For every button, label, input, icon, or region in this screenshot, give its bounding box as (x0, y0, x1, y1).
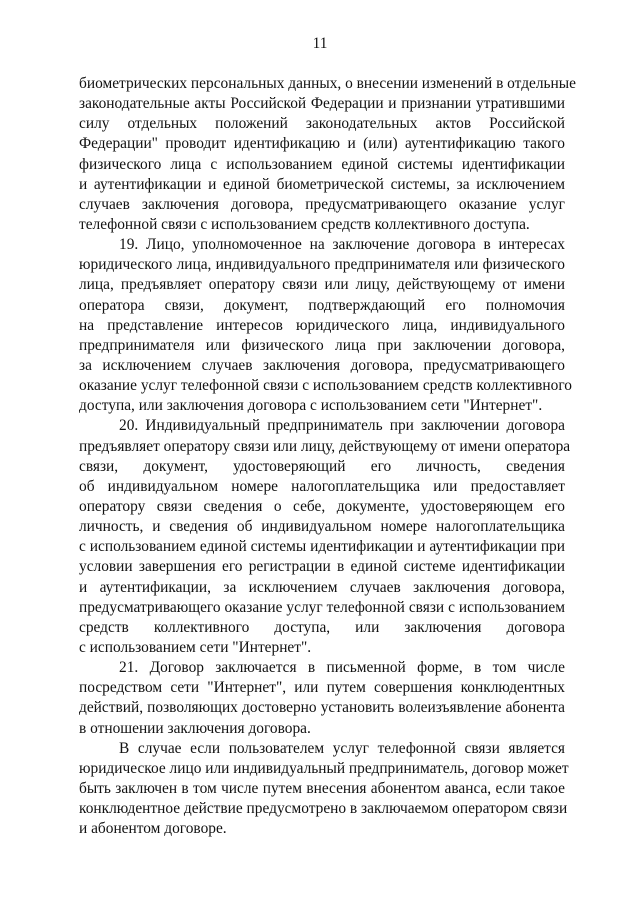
text-line: предусматривающего оказание услуг телефонной связи с использованием (79, 598, 565, 616)
text-line: оказание услуг телефонной связи с использованием средств коллективного (79, 377, 572, 395)
text-line: предпринимателя или физического лица при заключении договора, (79, 336, 565, 354)
paragraph (79, 74, 576, 235)
text-line: 20. Индивидуальный предприниматель при заключении договора (119, 417, 565, 435)
text-line: условии завершения его регистрации в единой системе идентификации (79, 558, 565, 576)
text-line: быть заключен в том числе путем внесения абонентом аванса, если такое (79, 779, 565, 797)
text-line: оператора связи, документ, подтверждающий его полномочия (79, 296, 565, 314)
text-line: предъявляет оператору связи или лицу, действующему от имени оператора (79, 437, 571, 455)
document-body (79, 74, 576, 839)
text-line: и абонентом договоре. (79, 820, 227, 838)
text-line: средств коллективного доступа, или заключения договора (79, 618, 565, 636)
text-line: с использованием сети "Интернет". (79, 638, 312, 656)
text-line: Федерации" проводит идентификацию и (или) аутентификацию такого (79, 135, 565, 153)
text-line: телефонной связи с использованием средств коллективного доступа. (79, 215, 530, 233)
text-line: юридическое лицо или индивидуальный предприниматель, договор может (79, 759, 569, 777)
text-line: физического лица с использованием единой системы идентификации (79, 155, 565, 173)
text-line: личность, и сведения об индивидуальном номере налогоплательщика (79, 518, 565, 536)
page-number: 11 (312, 35, 328, 52)
text-line: действий, позволяющих достоверно установить волеизъявление абонента (79, 699, 565, 717)
paragraph (79, 416, 571, 658)
text-line: доступа, или заключения договора с использованием сети "Интернет". (79, 397, 543, 415)
paragraph (79, 658, 565, 739)
text-line: 21. Договор заключается в письменной форме, в том числе (119, 659, 565, 677)
text-line: и аутентификации и единой биометрической системы, за исключением (79, 175, 565, 193)
text-line: конклюдентное действие предусмотрено в заключаемом оператором связи (79, 800, 568, 818)
text-line: за исключением случаев заключения договора, предусматривающего (79, 356, 565, 374)
text-line: на представление интересов юридического лица, индивидуального (79, 316, 565, 334)
text-line: в отношении заключения договора. (79, 719, 311, 737)
paragraph (79, 739, 569, 840)
text-line: биометрических персональных данных, о внесении изменений в отдельные (79, 75, 576, 92)
text-line: связи, документ, удостоверяющий его личность, сведения (79, 457, 565, 475)
text-line: об индивидуальном номере налогоплательщика или предоставляет (79, 477, 565, 495)
text-line: оператору связи сведения о себе, документе, удостоверяющем его (79, 497, 565, 515)
text-line: случаев заключения договора, предусматривающего оказание услуг (79, 195, 565, 213)
text-line: с использованием единой системы идентификации и аутентификации при (79, 538, 565, 556)
text-line: лица, предъявляет оператору связи или лицу, действующему от имени (79, 276, 565, 294)
text-line: посредством сети "Интернет", или путем совершения конклюдентных (79, 679, 565, 697)
text-line: силу отдельных положений законодательных актов Российской (79, 115, 565, 133)
text-line: В случае если пользователем услуг телефонной связи является (119, 739, 565, 757)
text-line: 19. Лицо, уполномоченное на заключение договора в интересах (119, 236, 565, 254)
text-line: юридического лица, индивидуального предпринимателя или физического (79, 256, 565, 274)
text-line: и аутентификации, за исключением случаев заключения договора, (79, 578, 565, 596)
paragraph (79, 235, 572, 416)
text-line: законодательные акты Российской Федерации и признании утратившими (79, 95, 565, 113)
